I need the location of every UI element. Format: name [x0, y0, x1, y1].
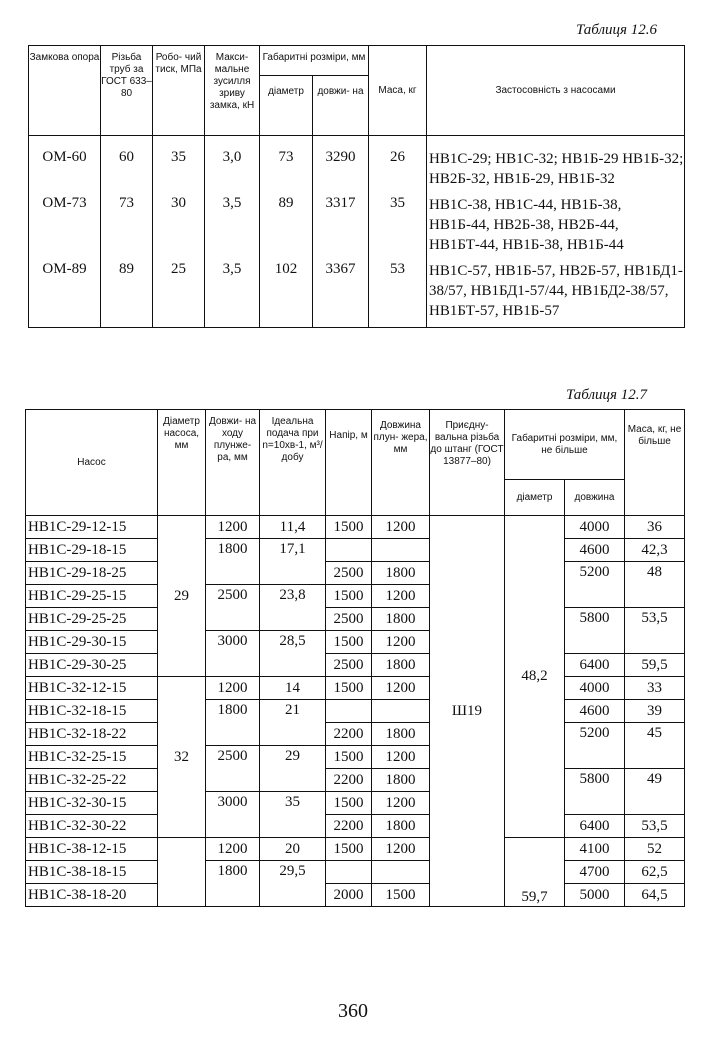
cell-applicability: НВ1С-38, НВ1С-44, НВ1Б-38, НВ1Б-44, НВ2Б-38, НВ2Б-44, НВ1БТ-44, НВ1Б-38, НВ1Б-44 — [427, 189, 685, 255]
cell-pump: НВ1С-29-18-15 — [26, 539, 158, 562]
table-12-6 — [28, 45, 685, 328]
header-pump-diameter: Діаметр насоса, мм — [158, 410, 206, 516]
cell-diameter: 102 — [260, 255, 313, 328]
table-row — [26, 677, 685, 700]
cell-flow: 35 — [260, 792, 326, 838]
cell-head: 2000 — [326, 884, 372, 907]
cell-pump: НВ1С-32-18-15 — [26, 700, 158, 723]
table-caption-12-6: Таблиця 12.6 — [576, 22, 657, 38]
cell-head: 1500 — [326, 516, 372, 539]
cell-mass: 49 — [625, 769, 685, 815]
cell-head — [326, 700, 372, 723]
cell-plunger: 1500 — [372, 884, 430, 907]
cell-length: 5200 — [565, 562, 625, 608]
cell-stroke: 2500 — [206, 746, 260, 792]
cell-mass: 53 — [369, 255, 427, 328]
cell-flow: 21 — [260, 700, 326, 746]
cell-length: 4600 — [565, 700, 625, 723]
cell-head: 1500 — [326, 631, 372, 654]
cell-length: 3367 — [313, 255, 369, 328]
table-row — [29, 255, 685, 328]
header-dims: Габаритні розміри, мм — [260, 46, 369, 76]
table-row — [26, 539, 685, 562]
cell-head: 2200 — [326, 723, 372, 746]
cell-pressure: 35 — [153, 136, 205, 190]
cell-stroke: 1800 — [206, 539, 260, 585]
cell-head: 2500 — [326, 654, 372, 677]
cell-mass: 52 — [625, 838, 685, 861]
cell-thread: 60 — [101, 136, 153, 190]
header-length: довжина — [565, 480, 625, 516]
cell-head: 2200 — [326, 769, 372, 792]
cell-pump: НВ1С-32-18-22 — [26, 723, 158, 746]
cell-stroke: 1200 — [206, 677, 260, 700]
cell-rod-thread: Ш19 — [430, 516, 505, 907]
cell-mass: 26 — [369, 136, 427, 190]
table-row — [26, 654, 685, 677]
cell-head — [326, 539, 372, 562]
table-row — [26, 516, 685, 539]
cell-pump-diameter: 32 — [158, 677, 206, 838]
table-row — [26, 700, 685, 723]
table-row — [26, 608, 685, 631]
cell-stroke: 1200 — [206, 838, 260, 861]
cell-mass: 45 — [625, 723, 685, 769]
cell-mass: 59,5 — [625, 654, 685, 677]
table-12-7 — [25, 409, 685, 907]
header-stroke: Довжи- на ходу плунже- ра, мм — [206, 410, 260, 516]
table-row — [26, 861, 685, 884]
header-dims: Габаритні розміри, мм, не більше — [505, 410, 625, 480]
header-rod-thread: Приєдну- вальна різьба до штанг (ГОСТ 13877–80) — [430, 410, 505, 516]
cell-length: 5000 — [565, 884, 625, 907]
cell-length: 6400 — [565, 654, 625, 677]
cell-mass: 33 — [625, 677, 685, 700]
cell-diameter: 73 — [260, 136, 313, 190]
cell-plunger — [372, 539, 430, 562]
header-mass: Маса, кг, не більше — [625, 410, 685, 516]
cell-pump-diameter — [158, 838, 206, 907]
table-row — [26, 723, 685, 746]
table-row — [26, 884, 685, 907]
cell-plunger: 1200 — [372, 585, 430, 608]
cell-head: 2500 — [326, 562, 372, 585]
cell-head: 1500 — [326, 838, 372, 861]
cell-flow: 23,8 — [260, 585, 326, 631]
cell-pump: НВ1С-38-18-20 — [26, 884, 158, 907]
cell-length: 3317 — [313, 189, 369, 255]
cell-head: 2500 — [326, 608, 372, 631]
cell-stroke: 3000 — [206, 631, 260, 677]
cell-head: 1500 — [326, 792, 372, 815]
cell-length: 4600 — [565, 539, 625, 562]
header-mass: Маса, кг — [369, 46, 427, 136]
header-diameter: діаметр — [260, 76, 313, 136]
cell-force: 3,0 — [205, 136, 260, 190]
cell-pump: НВ1С-32-30-15 — [26, 792, 158, 815]
cell-thread: 73 — [101, 189, 153, 255]
cell-plunger: 1800 — [372, 815, 430, 838]
cell-pump: НВ1С-32-25-15 — [26, 746, 158, 769]
cell-stroke: 3000 — [206, 792, 260, 838]
cell-applicability: НВ1С-29; НВ1С-32; НВ1Б-29 НВ1Б-32; НВ2Б-32, НВ1Б-29, НВ1Б-32 — [427, 136, 685, 190]
cell-diameter: 89 — [260, 189, 313, 255]
cell-plunger: 1800 — [372, 769, 430, 792]
header-head: Напір, м — [326, 410, 372, 516]
cell-applicability: НВ1С-57, НВ1Б-57, НВ2Б-57, НВ1БД1-38/57, НВ1БД1-57/44, НВ1БД2-38/57, НВ1БТ-57, НВ1Б-57 — [427, 255, 685, 328]
cell-flow: 29 — [260, 746, 326, 792]
cell-length: 5800 — [565, 608, 625, 654]
cell-support: ОМ-73 — [29, 189, 101, 255]
cell-pump: НВ1С-38-18-15 — [26, 861, 158, 884]
cell-mass: 62,5 — [625, 861, 685, 884]
cell-pump: НВ1С-32-30-22 — [26, 815, 158, 838]
cell-plunger: 1800 — [372, 608, 430, 631]
header-applicability: Застосовність з насосами — [427, 46, 685, 136]
cell-plunger: 1800 — [372, 562, 430, 585]
cell-length: 4000 — [565, 516, 625, 539]
cell-pump: НВ1С-29-18-25 — [26, 562, 158, 585]
table-row — [26, 838, 685, 861]
cell-head — [326, 861, 372, 884]
cell-plunger: 1200 — [372, 516, 430, 539]
cell-pump: НВ1С-29-25-15 — [26, 585, 158, 608]
cell-mass: 42,3 — [625, 539, 685, 562]
header-thread: Різьба труб за ГОСТ 633–80 — [101, 46, 153, 136]
cell-mass: 64,5 — [625, 884, 685, 907]
cell-length: 6400 — [565, 815, 625, 838]
cell-plunger: 1200 — [372, 792, 430, 815]
cell-length: 4100 — [565, 838, 625, 861]
header-diameter: діаметр — [505, 480, 565, 516]
cell-head: 1500 — [326, 746, 372, 769]
cell-flow: 28,5 — [260, 631, 326, 677]
cell-support: ОМ-60 — [29, 136, 101, 190]
table-caption-12-7: Таблиця 12.7 — [566, 387, 647, 403]
cell-pump: НВ1С-32-12-15 — [26, 677, 158, 700]
cell-plunger: 1200 — [372, 677, 430, 700]
cell-plunger: 1200 — [372, 746, 430, 769]
cell-thread: 89 — [101, 255, 153, 328]
cell-flow: 20 — [260, 838, 326, 861]
table-row — [26, 815, 685, 838]
header-length: довжи- на — [313, 76, 369, 136]
header-support: Замкова опора — [29, 46, 101, 136]
cell-stroke: 1200 — [206, 516, 260, 539]
cell-pump: НВ1С-29-12-15 — [26, 516, 158, 539]
cell-head: 1500 — [326, 677, 372, 700]
cell-mass: 53,5 — [625, 608, 685, 654]
cell-flow: 17,1 — [260, 539, 326, 585]
header-plunger-length: Довжина плун- жера, мм — [372, 410, 430, 516]
cell-outer-diameter: 48,2 — [505, 516, 565, 838]
cell-pump: НВ1С-29-30-15 — [26, 631, 158, 654]
cell-length: 5800 — [565, 769, 625, 815]
table-row — [29, 136, 685, 190]
cell-mass: 35 — [369, 189, 427, 255]
cell-plunger: 1200 — [372, 838, 430, 861]
header-force: Макси- мальне зусилля зриву замка, кН — [205, 46, 260, 136]
cell-force: 3,5 — [205, 189, 260, 255]
cell-head: 2200 — [326, 815, 372, 838]
cell-support: ОМ-89 — [29, 255, 101, 328]
cell-pump: НВ1С-29-25-25 — [26, 608, 158, 631]
cell-head: 1500 — [326, 585, 372, 608]
cell-pump: НВ1С-29-30-25 — [26, 654, 158, 677]
header-flow: Ідеальна подача при n=10хв-1, м³/добу — [260, 410, 326, 516]
table-row — [26, 769, 685, 792]
cell-mass: 36 — [625, 516, 685, 539]
cell-stroke: 1800 — [206, 861, 260, 907]
cell-flow: 29,5 — [260, 861, 326, 907]
cell-pump: НВ1С-38-12-15 — [26, 838, 158, 861]
cell-plunger: 1800 — [372, 654, 430, 677]
cell-plunger: 1200 — [372, 631, 430, 654]
table-row — [29, 189, 685, 255]
cell-flow: 14 — [260, 677, 326, 700]
cell-pressure: 25 — [153, 255, 205, 328]
cell-stroke: 2500 — [206, 585, 260, 631]
cell-outer-diameter: 59,7 — [505, 838, 565, 907]
cell-length: 4000 — [565, 677, 625, 700]
cell-pump-diameter: 29 — [158, 516, 206, 677]
page-number: 360 — [338, 1000, 368, 1022]
cell-mass: 53,5 — [625, 815, 685, 838]
cell-mass: 48 — [625, 562, 685, 608]
cell-length: 4700 — [565, 861, 625, 884]
header-pressure: Робо- чий тиск, МПа — [153, 46, 205, 136]
cell-pressure: 30 — [153, 189, 205, 255]
cell-plunger: 1800 — [372, 723, 430, 746]
header-pump: Насос — [26, 410, 158, 516]
cell-force: 3,5 — [205, 255, 260, 328]
cell-length: 5200 — [565, 723, 625, 769]
cell-pump: НВ1С-32-25-22 — [26, 769, 158, 792]
cell-flow: 11,4 — [260, 516, 326, 539]
cell-plunger — [372, 861, 430, 884]
table-row — [26, 562, 685, 585]
cell-mass: 39 — [625, 700, 685, 723]
cell-plunger — [372, 700, 430, 723]
cell-stroke: 1800 — [206, 700, 260, 746]
cell-length: 3290 — [313, 136, 369, 190]
